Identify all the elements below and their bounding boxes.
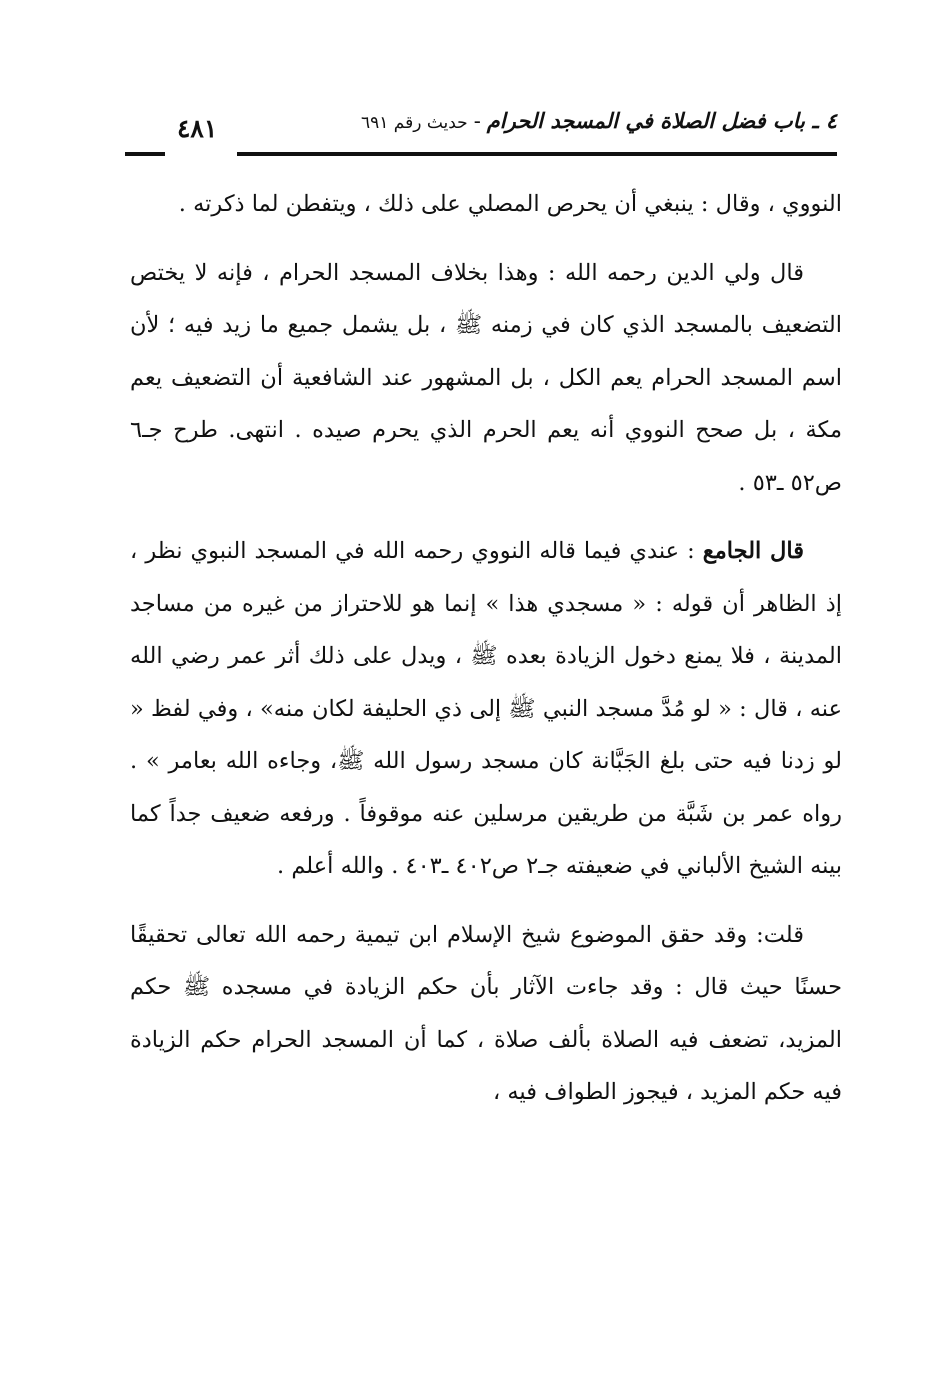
paragraph-1-text: النووي ، وقال : ينبغي أن يحرص المصلي على ذلك ، ويتفطن لما ذكرته . xyxy=(178,191,842,217)
running-header xyxy=(125,108,837,158)
chapter-title-text: ٤ ـ باب فضل الصلاة في المسجد الحرام xyxy=(486,108,837,133)
paragraph-2-text: قال ولي الدين رحمه الله : وهذا بخلاف المسجد الحرام ، فإنه لا يختص التضعيف بالمسجد الذي كان في زمنه ﷺ ، بل يشمل جميع ما زيد فيه ؛ لأن اسم المسجد الحرام يعم الكل ، بل المشهور عند الشافعية أن التضعيف يعم مكة ، بل صحح النووي أنه يعم الحرم الذي يحرم صيده . انتهى. طرح جـ٦ ص٥٢ ـ٥٣ . xyxy=(130,259,842,496)
hadith-number: حديث رقم ٦٩١ xyxy=(360,113,468,133)
header-rule xyxy=(237,152,837,156)
page-number-rule xyxy=(125,152,165,156)
chapter-title xyxy=(361,108,837,133)
paragraph-4-text: قلت: وقد حقق الموضوع شيخ الإسلام ابن تيمية رحمه الله تعالى تحقيقًا حسنًا حيث قال : وقد جاءت الآثار بأن حكم الزيادة في مسجده ﷺ حكم المزيد، تضعف فيه الصلاة بألف صلاة ، كما أن المسجد الحرام حكم الزيادة فيه حكم المزيد ، فيجوز الطواف فيه ، xyxy=(130,921,842,1105)
paragraph-3 xyxy=(130,525,842,893)
paragraph-3-lead: قال الجامع xyxy=(702,538,805,564)
body-text xyxy=(130,178,842,1135)
page-number: ٤٨١ xyxy=(177,114,218,143)
paragraph-4 xyxy=(130,909,842,1119)
paragraph-1 xyxy=(130,178,842,231)
header-separator: - xyxy=(473,109,481,133)
paragraph-2 xyxy=(130,247,842,510)
paragraph-3-text: : عندي فيما قاله النووي رحمه الله في المسجد النبوي نظر ، إذ الظاهر أن قوله : « مسجدي هذا » إنما هو للاحتراز من غيره من مساجد المدينة ، فلا يمنع دخول الزيادة بعده ﷺ ، ويدل على ذلك أثر عمر رضي الله عنه ، قال : « لو مُدَّ مسجد النبي ﷺ إلى ذي الحليفة لكان منه» ، وفي لفظ « لو زدنا فيه حتى بلغ الجَبَّانة كان مسجد رسول الله ﷺ، وجاءه الله بعامر » . رواه عمر بن شَبَّة من طريقين مرسلين عنه موقوفاً . ورفعه ضعيف جداً كما بينه الشيخ الألباني في ضعيفته جـ٢ ص٤٠٢ ـ٤٠٣ . والله أعلم . xyxy=(130,538,842,879)
